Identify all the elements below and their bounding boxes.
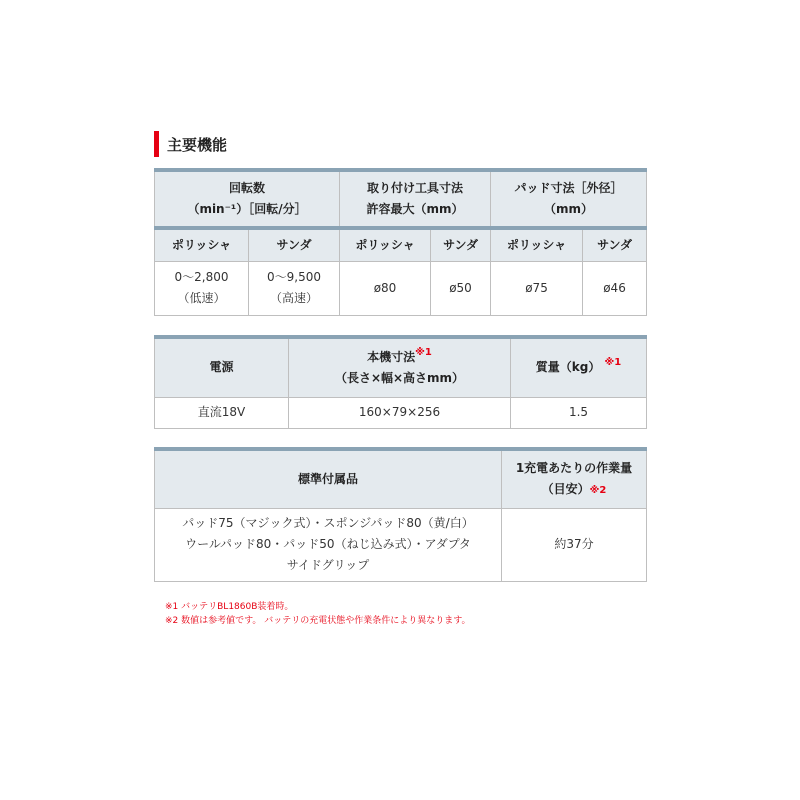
footnote-mark: ※2: [589, 484, 607, 496]
accessories-header: 標準付属品: [155, 449, 502, 508]
subheader-polisher: ポリッシャ: [155, 228, 249, 261]
pad-size-header: パッド寸法［外径］ （mm）: [491, 170, 647, 228]
accessory-line: サイドグリップ: [286, 558, 370, 572]
accessories-cell: [155, 508, 502, 581]
section-title: 主要機能: [167, 135, 228, 154]
footnotes: [165, 600, 471, 628]
spec-table-rotation: [154, 168, 647, 316]
weight-cell: 1.5: [511, 397, 647, 428]
section-heading: [154, 131, 227, 157]
work-amount-header: 1充電あたりの作業量 （目安）※2: [502, 449, 647, 508]
power-header: 電源: [155, 337, 289, 397]
pad-polisher-cell: ø75: [491, 261, 583, 315]
tool-size-header: 取り付け工具寸法 許容最大（mm）: [340, 170, 491, 228]
subheader-polisher: ポリッシャ: [491, 228, 583, 261]
sander-rpm-cell: 0～9,500 （高速）: [249, 261, 340, 315]
work-amount-cell: 約37分: [502, 508, 647, 581]
accessory-line: パッド75（マジック式）・スポンジパッド80（黄/白）: [182, 516, 474, 530]
weight-header: 質量（kg） $^{※1}$: [511, 337, 647, 397]
heading-accent-bar: [154, 131, 159, 157]
footnote-2: ※2 数値は参考値です。 バッテリの充電状態や作業条件により異なります。: [165, 616, 471, 626]
subheader-sander: サンダ: [431, 228, 491, 261]
size-header: 本機寸法$^{※1}$ （長さ×幅×高さmm）: [289, 337, 511, 397]
spec-table-accessories: [154, 447, 647, 582]
footnote-mark: ※1: [604, 357, 622, 369]
size-cell: 160×79×256: [289, 397, 511, 428]
pad-sander-cell: ø46: [583, 261, 647, 315]
footnote-1: ※1 バッテリBL1860B装着時。: [165, 602, 294, 612]
polisher-rpm-cell: 0～2,800 （低速）: [155, 261, 249, 315]
subheader-sander: サンダ: [583, 228, 647, 261]
rotation-header: 回転数 （min⁻¹）［回転/分］: [155, 170, 340, 228]
power-cell: 直流18V: [155, 397, 289, 428]
spec-table-dimensions: [154, 335, 647, 429]
accessory-line: ウールパッド80・パッド50（ねじ込み式）・アダプタ: [185, 537, 471, 551]
subheader-polisher: ポリッシャ: [340, 228, 431, 261]
footnote-mark: ※1: [415, 346, 432, 358]
tool-polisher-cell: ø80: [340, 261, 431, 315]
tool-sander-cell: ø50: [431, 261, 491, 315]
subheader-sander: サンダ: [249, 228, 340, 261]
